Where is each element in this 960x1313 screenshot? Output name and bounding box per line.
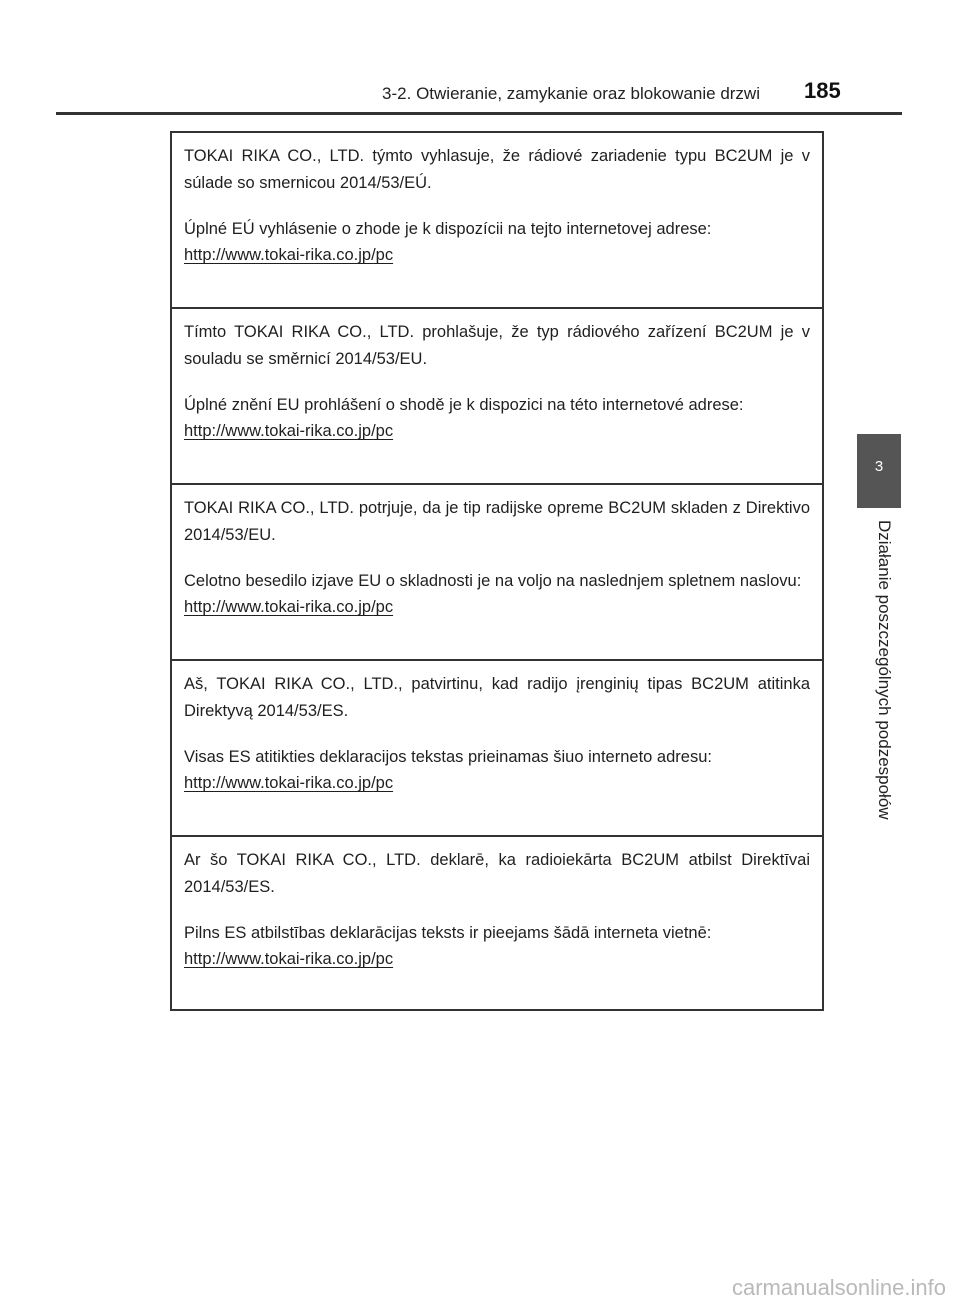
chapter-label: Działanie poszczególnych podzespołów <box>875 520 894 820</box>
availability-text: Úplné znění EU prohlášení o shodě je k dispozici na této internetové adrese: <box>184 396 744 414</box>
availability-text: Celotno besedilo izjave EU o skladnosti je na voljo na naslednjem spletnem naslovu: <box>184 572 802 590</box>
declaration-text: Tímto TOKAI RIKA CO., LTD. prohlašuje, že typ rádiového zařízení BC2UM je v souladu se směrnicí 2014/53/EU. <box>184 323 810 368</box>
page-header <box>0 0 960 120</box>
declaration-text: Ar šo TOKAI RIKA CO., LTD. deklarē, ka radioiekārta BC2UM atbilst Direktīvai 2014/53/ES. <box>184 851 810 896</box>
declaration-url-link[interactable]: http://www.tokai-rika.co.jp/pc <box>184 246 394 264</box>
declaration-section-lithuanian <box>172 661 822 837</box>
declaration-text: Aš, TOKAI RIKA CO., LTD., patvirtinu, kad radijo įrenginių tipas BC2UM atitinka Direktyvą 2014/53/ES. <box>184 675 810 720</box>
page-number: 185 <box>804 78 841 103</box>
declaration-url-link[interactable]: http://www.tokai-rika.co.jp/pc <box>184 598 394 616</box>
declaration-section-slovenian <box>172 485 822 661</box>
availability-text: Pilns ES atbilstības deklarācijas teksts ir pieejams šādā interneta vietnē: <box>184 924 712 942</box>
declaration-text: TOKAI RIKA CO., LTD. potrjuje, da je tip radijske opreme BC2UM skladen z Direktivo 2014/53/EU. <box>184 499 810 544</box>
watermark: carmanualsonline.info <box>731 1275 946 1300</box>
section-title: 3-2. Otwieranie, zamykanie oraz blokowanie drzwi <box>382 84 760 103</box>
declaration-section-czech <box>172 309 822 485</box>
chapter-tab <box>857 434 901 508</box>
header-divider <box>56 112 902 115</box>
declaration-url-link[interactable]: http://www.tokai-rika.co.jp/pc <box>184 774 394 792</box>
availability-text: Visas ES atitikties deklaracijos tekstas prieinamas šiuo interneto adresu: <box>184 748 712 766</box>
declaration-section-slovak <box>172 133 822 309</box>
availability-text: Úplné EÚ vyhlásenie o zhode je k dispozícii na tejto internetovej adrese: <box>184 220 712 238</box>
declaration-section-latvian <box>172 837 822 1009</box>
declaration-url-link[interactable]: http://www.tokai-rika.co.jp/pc <box>184 422 394 440</box>
declaration-text: TOKAI RIKA CO., LTD. týmto vyhlasuje, že rádiové zariadenie typu BC2UM je v súlade so smernicou 2014/53/EÚ. <box>184 147 810 192</box>
chapter-number: 3 <box>874 458 884 475</box>
declaration-table <box>170 131 824 1011</box>
declaration-url-link[interactable]: http://www.tokai-rika.co.jp/pc <box>184 950 394 968</box>
